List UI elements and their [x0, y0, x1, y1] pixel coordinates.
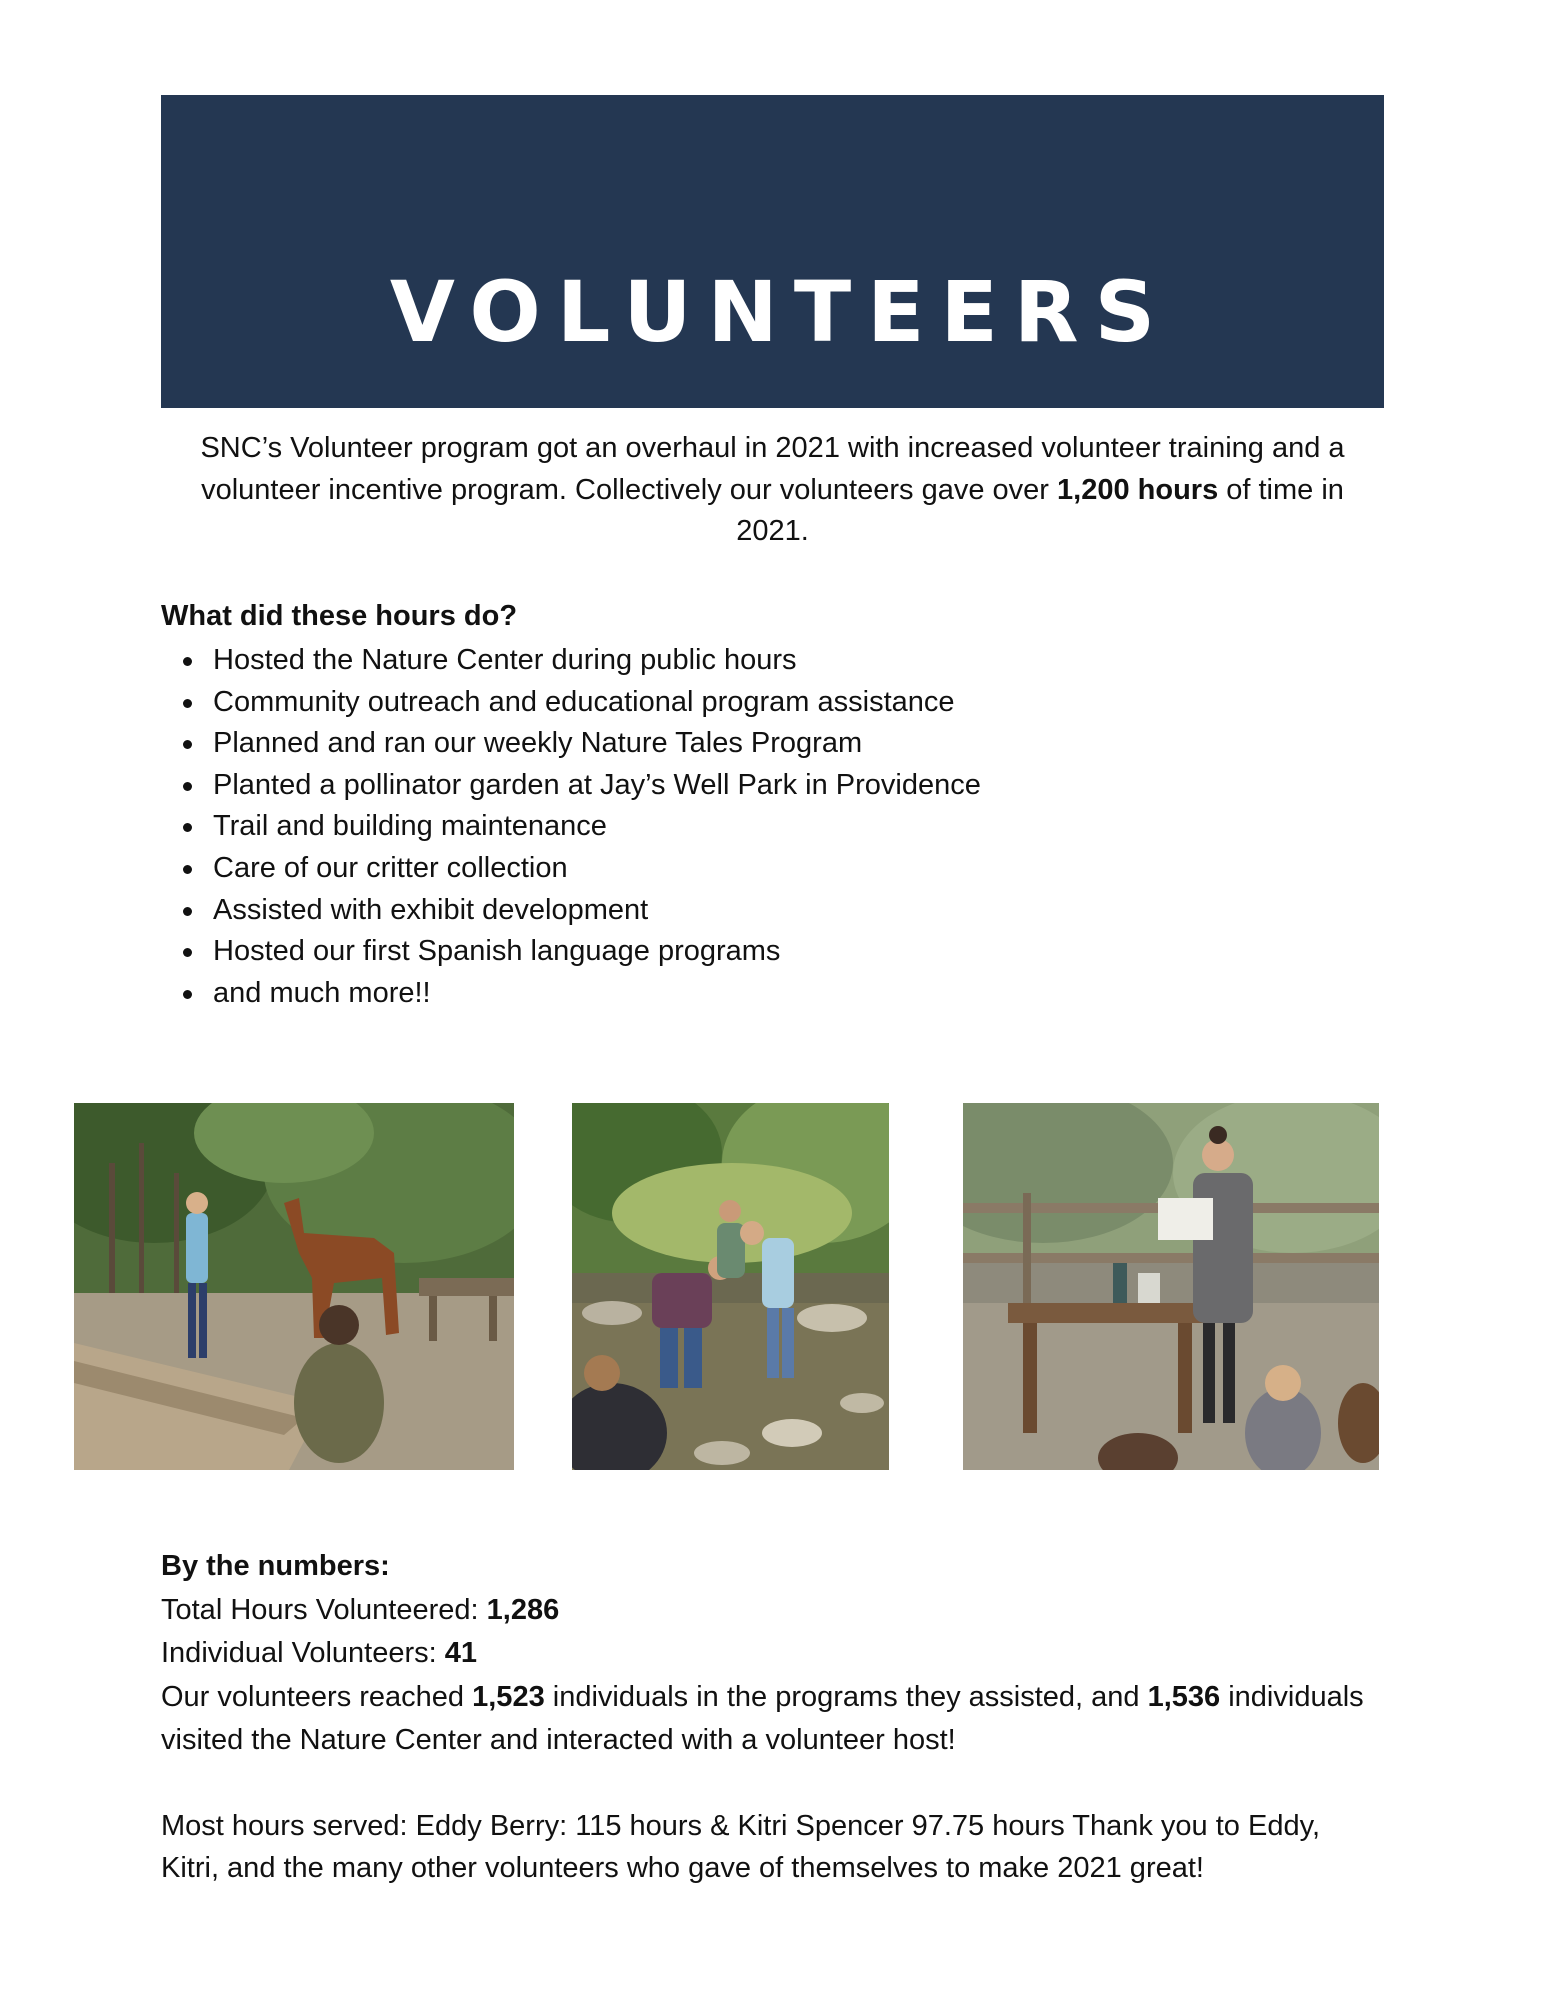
list-item: Care of our critter collection — [161, 848, 981, 890]
hours-heading: What did these hours do? — [161, 600, 518, 632]
list-item: Planted a pollinator garden at Jay’s Well Park in Providence — [161, 765, 981, 807]
list-item: Hosted the Nature Center during public hours — [161, 640, 981, 682]
closing-paragraph: Most hours served: Eddy Berry: 115 hours & Kitri Spencer 97.75 hours Thank you to Eddy, Kitri, and the many other volunteers who gave of themselves to make 2021 great! — [161, 1810, 1320, 1884]
total-hours-line — [161, 1589, 1384, 1633]
volunteers-value: 41 — [444, 1637, 478, 1669]
numbers-heading: By the numbers: — [161, 1550, 390, 1582]
photo-horse-program — [74, 1103, 514, 1470]
list-item: and much more!! — [161, 973, 981, 1015]
volunteers-line — [161, 1632, 1384, 1676]
numbers-section — [161, 1545, 1384, 1763]
reach-text-2: individuals in the programs they assisted, and — [544, 1680, 1148, 1713]
title-banner — [161, 95, 1384, 408]
page-title: VOLUNTEERS — [389, 263, 1172, 361]
reach-line — [161, 1676, 1384, 1763]
reach-text-3: individuals visited the Nature Center and interacted with a volunteer host! — [161, 1680, 1364, 1756]
visit-value: 1,536 — [1147, 1680, 1221, 1713]
intro-text-end: of time in 2021. — [736, 473, 1344, 547]
list-item: Assisted with exhibit development — [161, 890, 981, 932]
task-list — [161, 640, 981, 1014]
list-item: Community outreach and educational program assistance — [161, 682, 981, 724]
list-item: Trail and building maintenance — [161, 806, 981, 848]
reach-value: 1,523 — [472, 1680, 545, 1713]
total-hours-label: Total Hours Volunteered: — [161, 1593, 487, 1626]
total-hours-value: 1,286 — [486, 1593, 560, 1626]
photo-nature-tales — [963, 1103, 1379, 1470]
list-item: Hosted our first Spanish language programs — [161, 931, 981, 973]
intro-highlight: 1,200 hours — [1057, 473, 1219, 506]
reach-text: Our volunteers reached — [161, 1680, 473, 1713]
intro-text: SNC’s Volunteer program got an overhaul in 2021 with increased volunteer training and a volunteer incentive program. Collectively our volunteers gave over — [200, 432, 1345, 506]
photo-stream-program — [572, 1103, 889, 1470]
list-item: Planned and ran our weekly Nature Tales Program — [161, 723, 981, 765]
intro-paragraph — [161, 428, 1384, 553]
volunteers-label: Individual Volunteers: — [161, 1637, 445, 1669]
